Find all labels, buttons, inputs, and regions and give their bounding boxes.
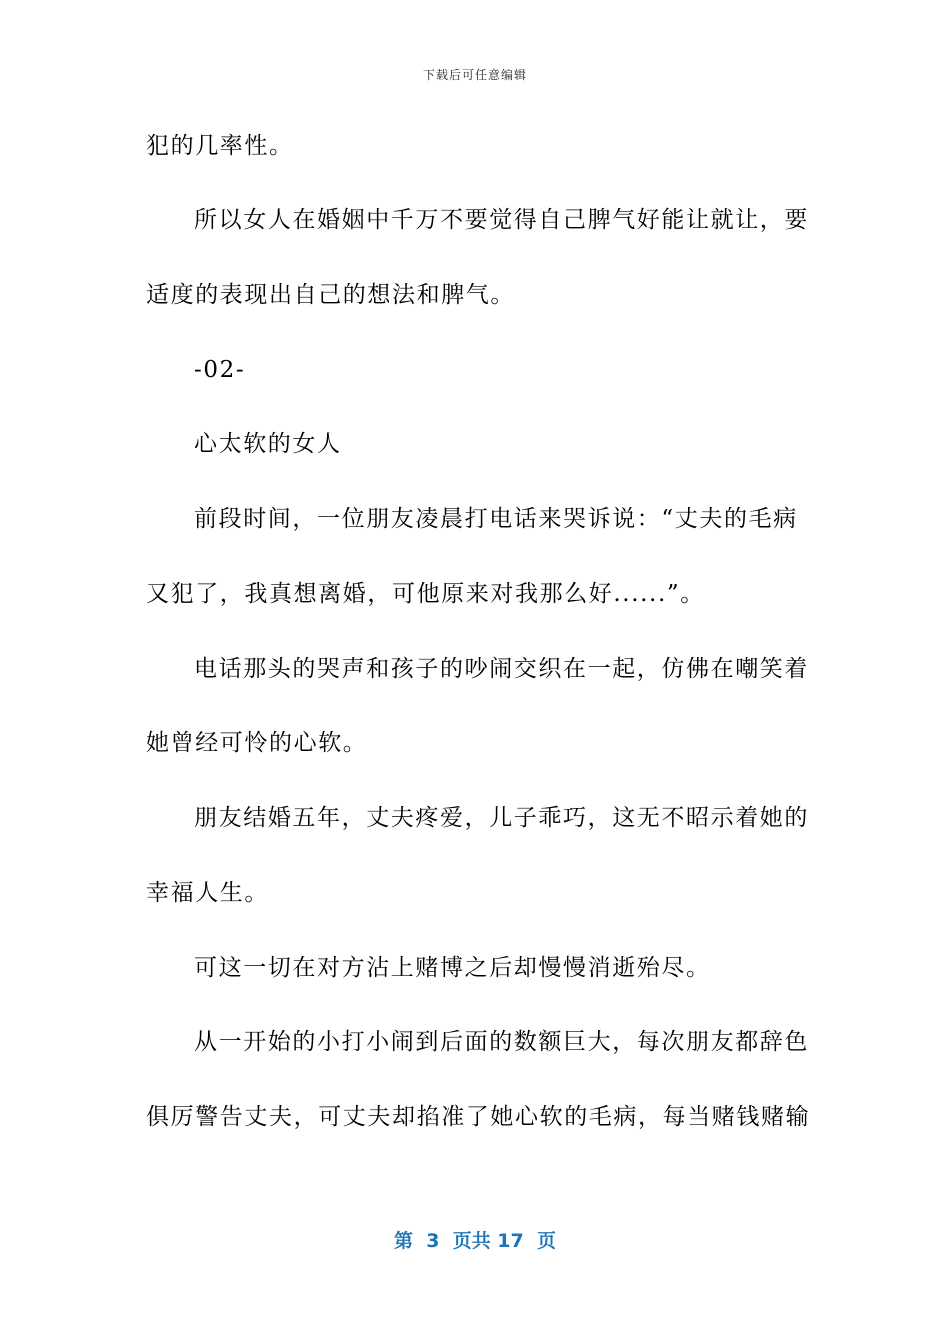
paragraph-line: 前段时间，一位朋友凌晨打电话来哭诉说：“丈夫的毛病 [194,506,798,532]
paragraph-line: 从一开始的小打小闹到后面的数额巨大，每次朋友都辞色 [194,1029,809,1055]
paragraph-line: 电话那头的哭声和孩子的吵闹交织在一起，仿佛在嘲笑着 [194,656,809,682]
page-number: 第 3 页共 17 页 [394,1230,556,1252]
paragraph-line: 俱厉警告丈夫，可丈夫却掐准了她心软的毛病，每当赌钱赌输 [146,1104,811,1130]
header-note: 下载后可任意编辑 [422,68,527,82]
paragraph-line: 她曾经可怜的心软。 [146,730,368,756]
paragraph-line: 犯的几率性。 [146,133,294,159]
paragraph-line: 可这一切在对方沾上赌博之后却慢慢消逝殆尽。 [194,955,711,981]
paragraph-line: 幸福人生。 [146,880,269,906]
paragraph-line: 朋友结婚五年，丈夫疼爱，儿子乖巧，这无不昭示着她的 [194,805,809,831]
paragraph-line: 所以女人在婚姻中千万不要觉得自己脾气好能让就让，要 [194,207,809,233]
section-heading: 心太软的女人 [194,431,342,457]
section-number: -02- [194,357,246,383]
paragraph-line: 又犯了，我真想离婚，可他原来对我那么好......”。 [146,581,705,607]
paragraph-line: 适度的表现出自己的想法和脾气。 [146,282,515,308]
